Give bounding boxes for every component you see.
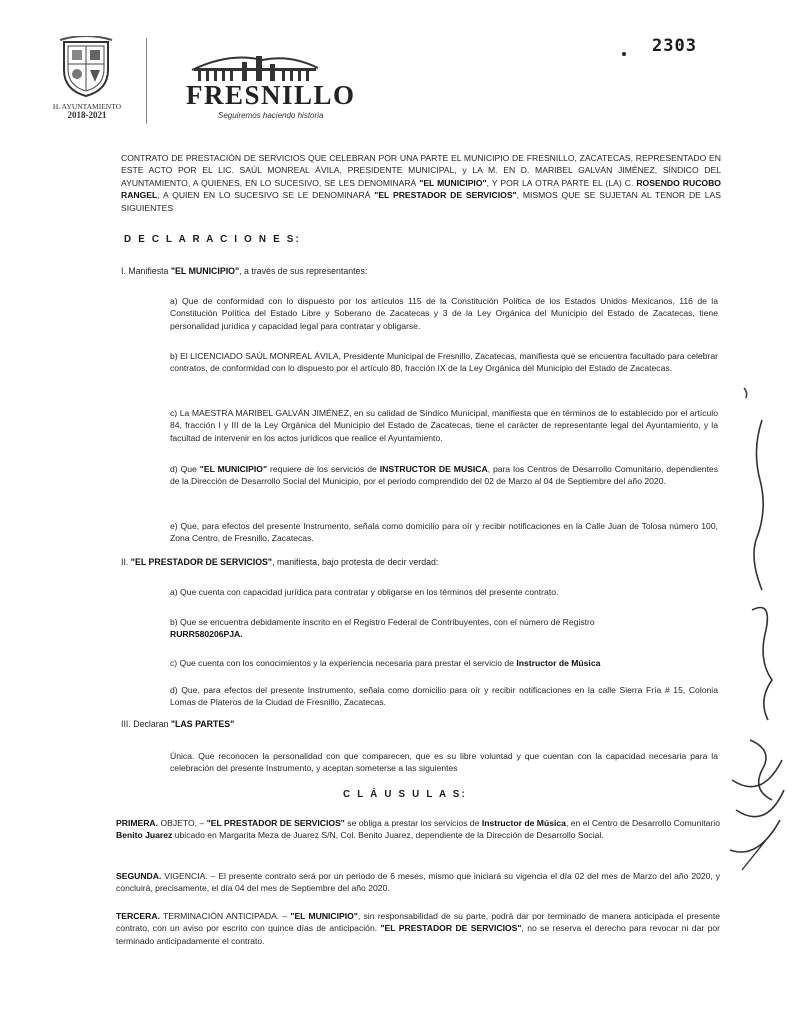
seal-caption-line2: 2018-2021 — [67, 110, 107, 120]
clausula-primera: PRIMERA. OBJETO. – "EL PRESTADOR DE SERVICIOS" se obliga a prestar los servicios de Instructor de Música, en el Centro de Desarrollo Comunitario Benito Juarez ubicado en Margarita Meza de Juarez S/N, Col. Benito Juarez, dependiente de la Dirección de Desarrollo Social. — [116, 818, 720, 841]
declaration-i-c: c) La MAESTRA MARIBEL GALVÁN JIMÉNEZ, en su calidad de Síndico Municipal, manifiesta que en términos de lo establecido por el artículo 84, fracción I y III de la Ley Orgánica del Municipio del Estado de Zacatecas, tiene el carácter de representante legal del Ayuntamiento, y la facultad de intervenir en los actos jurídicos que realice el Ayuntamiento. — [170, 408, 718, 443]
declaration-i-d: d) Que "EL MUNICIPIO" requiere de los servicios de INSTRUCTOR DE MUSICA, para los Centros de Desarrollo Comunitario, dependientes de la Dirección de Desarrollo Social del Municipio, por el periodo comprendido del 02 de Marzo al 04 de Septiembre del año 2020. — [170, 464, 718, 487]
clausulas-heading: C L Á U S U L A S: — [343, 789, 467, 800]
section-i-heading: I. Manifiesta "EL MUNICIPIO", a través de sus representantes: — [121, 266, 368, 276]
declaration-ii-b: b) Que se encuentra debidamente inscrito en el Registro Federal de Contribuyentes, con el número de Registro RURR580206PJA. — [170, 617, 595, 640]
section-iii-heading: III. Declaran "LAS PARTES" — [121, 719, 235, 729]
declaraciones-heading: D E C L A R A C I O N E S: — [124, 234, 301, 245]
seal-caption-line1: H. AYUNTAMIENTO — [52, 102, 122, 111]
contract-intro: CONTRATO DE PRESTACIÓN DE SERVICIOS QUE CELEBRAN POR UNA PARTE EL MUNICIPIO DE FRESNILLO, ZACATECAS, REPRESENTADO EN ESTE ACTO POR EL LIC. SAÚL MONREAL ÁVILA, PRESIDENTE MUNICIPAL, y LA M. EN D. MARIBEL GALVÁN JIMÉNEZ, SÍNDICO DEL AYUNTAMIENTO, A QUIENES, EN LO SUCESIVO, SE LES DENOMINARÁ "EL MUNICIPIO", Y POR LA OTRA PARTE EL (LA) C. ROSENDO RUCOBO RANGEL, A QUIEN EN LO SUCESIVO SE LE DENOMINARÁ "EL PRESTADOR DE SERVICIOS", MISMOS QUE SE SUJETAN AL TENOR DE LAS SIGUIENTES — [121, 153, 721, 213]
unica-declaration: Única. Que reconocen la personalidad con que comparecen, que es su libre voluntad y que cuentan con la capacidad necesaria para la celebración del presente Instrumento, y aceptan someterse a las siguientes — [170, 751, 718, 774]
header-divider — [146, 38, 147, 124]
declaration-ii-c: c) Que cuenta con los conocimientos y la experiencia necesaria para prestar el servicio de Instructor de Música — [170, 658, 601, 668]
stamp-dot — [622, 52, 626, 56]
declaration-i-e: e) Que, para efectos del presente Instrumento, señala como domicilio para oír y recibir notificaciones en la Calle Juan de Tolosa número 100, Zona Centro, de Fresnillo, Zacatecas. — [170, 521, 718, 544]
declaration-i-a: a) Que de conformidad con lo dispuesto por los artículos 115 de la Constitución Política de los Estados Unidos Mexicanos, 116 de la Constitución Política del Estado Libre y Soberano de Zacatecas y 3 de la Ley Orgánica del Municipio del Estado de Zacatecas, tiene personalidad jurídica y capacidad legal para contratar y obligarse. — [170, 296, 718, 331]
brand-slogan: Seguiremos haciendo historia — [218, 111, 324, 120]
declaration-i-b: b) El LICENCIADO SAÚL MONREAL ÁVILA, Presidente Municipal de Fresnillo, Zacatecas, manifiesta que se encuentra facultado para celebrar contratos, de conformidad con lo dispuesto por el artículo 80, fracción IX de la Ley Orgánica del Municipio del Estado de Zacatecas. — [170, 351, 718, 374]
brand-name: FRESNILLO — [186, 80, 356, 110]
declaration-ii-a: a) Que cuenta con capacidad jurídica para contratar y obligarse en los términos del presente contrato. — [170, 587, 559, 597]
clausula-segunda: SEGUNDA. VIGENCIA. – El presente contrato será por un periodo de 6 meses, mismo que iniciará su vigencia el día 02 del mes de Marzo del año 2020, y concluirá, precisamente, el día 04 del mes de Septiembre del año 2020. — [116, 871, 720, 894]
document-number: 2303 — [652, 36, 697, 56]
declaration-ii-d: d) Que, para efectos del presente Instrumento, señala como domicilio para oír y recibir notificaciones en la calle Sierra Fría # 15, Colonia Lomas de Plateros de la Ciudad de Fresnillo, Zacatecas. — [170, 685, 718, 708]
section-ii-heading: II. "EL PRESTADOR DE SERVICIOS", manifiesta, bajo protesta de decir verdad: — [121, 557, 439, 567]
fresnillo-skyline-logo-icon — [190, 50, 320, 82]
margin-signature — [722, 360, 788, 880]
clausula-tercera: TERCERA. TERMINACIÓN ANTICIPADA. – "EL MUNICIPIO", sin responsabilidad de su parte, podrá dar por terminado de manera anticipada el presente contrato, con un aviso por escrito con quince días de anticipación. "EL PRESTADOR DE SERVICIOS", no se reserva el derecho para revocar ni dar por terminado anticipadamente el contrato. — [116, 911, 721, 946]
municipal-seal-icon — [56, 36, 116, 100]
